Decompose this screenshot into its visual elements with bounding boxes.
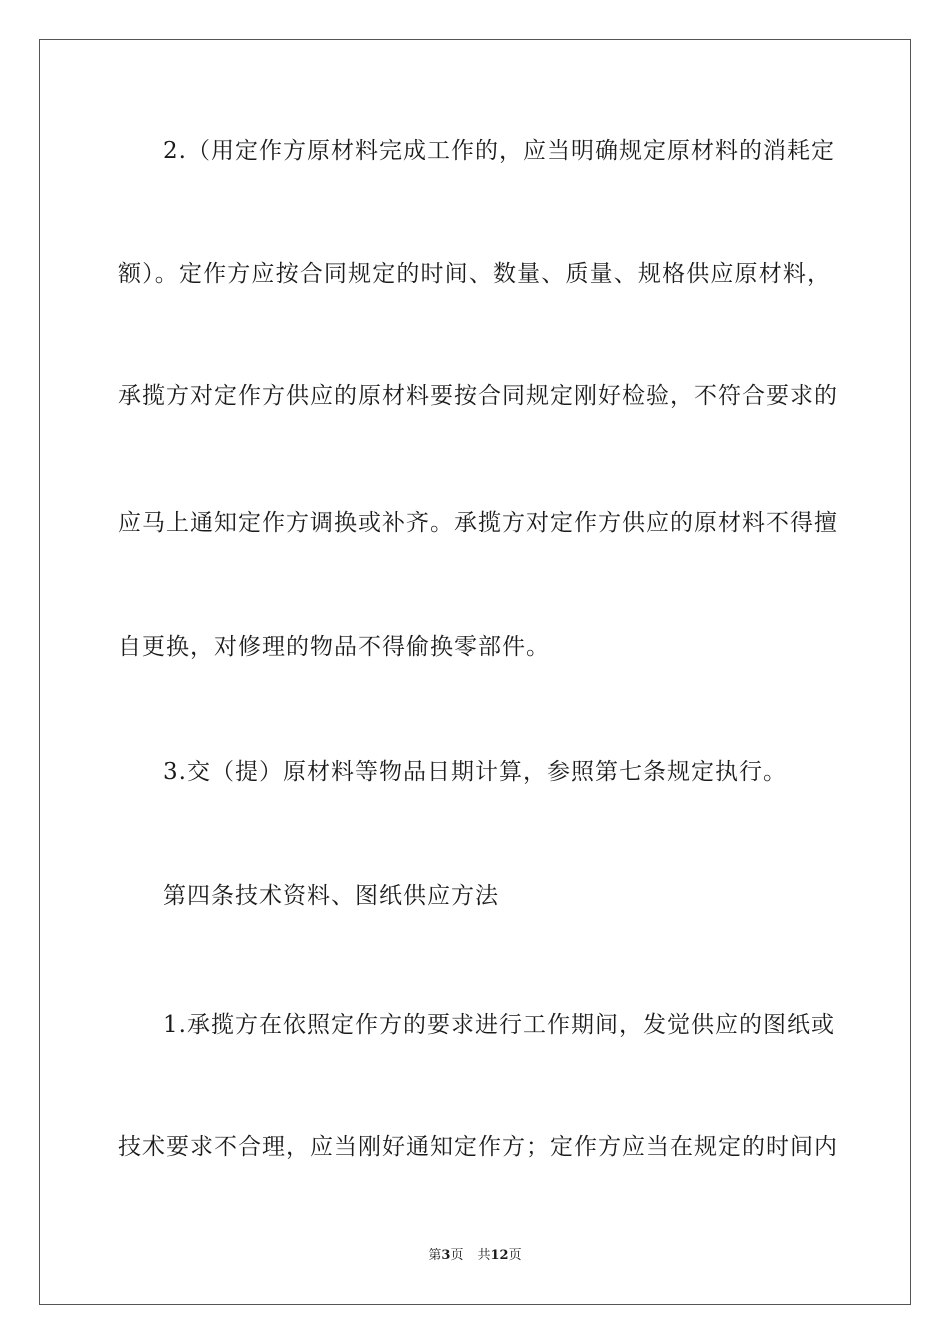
paragraph-line-3: 承揽方对定作方供应的原材料要按合同规定刚好检验，不符合要求的 bbox=[118, 383, 838, 409]
footer-total-prefix: 共 bbox=[477, 1248, 491, 1263]
paragraph-line-6: 3.交（提）原材料等物品日期计算，参照第七条规定执行。 bbox=[163, 759, 787, 785]
footer-total-pages: 12 bbox=[490, 1248, 509, 1263]
page-border bbox=[39, 39, 911, 1305]
footer-total-suffix: 页 bbox=[508, 1248, 522, 1263]
paragraph-line-8: 1.承揽方在依照定作方的要求进行工作期间，发觉供应的图纸或 bbox=[163, 1012, 835, 1038]
paragraph-line-9: 技术要求不合理，应当刚好通知定作方；定作方应当在规定的时间内 bbox=[118, 1134, 838, 1160]
footer-page-prefix: 第 bbox=[428, 1248, 442, 1263]
page-footer bbox=[0, 1248, 950, 1264]
paragraph-line-4: 应马上通知定作方调换或补齐。承揽方对定作方供应的原材料不得擅 bbox=[118, 510, 838, 536]
paragraph-line-1: 2.（用定作方原材料完成工作的，应当明确规定原材料的消耗定 bbox=[163, 138, 835, 164]
footer-page-suffix: 页 bbox=[450, 1248, 464, 1263]
footer-page-number: 3 bbox=[441, 1248, 451, 1263]
paragraph-line-5: 自更换，对修理的物品不得偷换零部件。 bbox=[118, 634, 550, 660]
section-heading: 第四条技术资料、图纸供应方法 bbox=[163, 883, 499, 909]
paragraph-line-2: 额）。定作方应按合同规定的时间、数量、质量、规格供应原材料， bbox=[118, 261, 831, 287]
